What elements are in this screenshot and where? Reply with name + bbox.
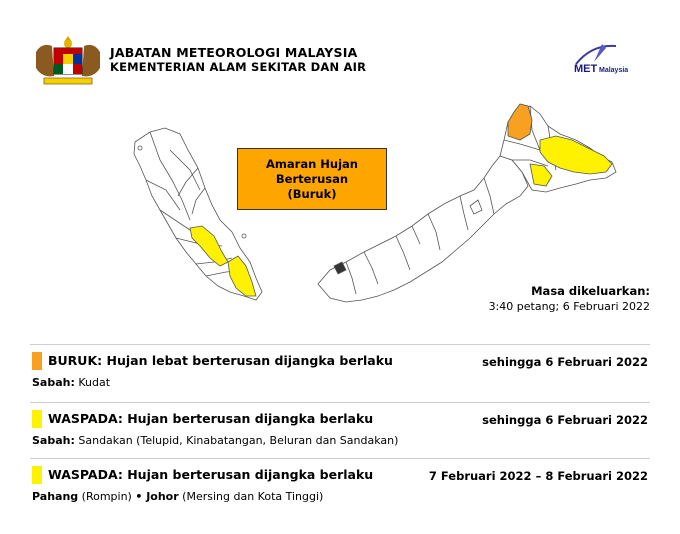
area-list: Sandakan (Telupid, Kinabatangan, Beluran dan Sandakan) <box>74 434 399 447</box>
coat-of-arms-logo <box>30 32 106 88</box>
issued-label: Masa dikeluarkan: <box>531 284 650 298</box>
warning-period: 7 Februari 2022 – 8 Februari 2022 <box>428 469 648 483</box>
warning-title: BURUK: Hujan lebat berterusan dijangka berlaku <box>48 353 393 368</box>
warning-level-color-bar <box>32 352 42 370</box>
divider <box>30 344 650 345</box>
warning-title: WASPADA: Hujan berterusan dijangka berlaku <box>48 467 374 482</box>
area-list: (Rompin) <box>78 490 136 503</box>
warning-locations <box>32 490 323 503</box>
met-logo-text: MET <box>574 63 598 75</box>
warning-period: sehingga 6 Februari 2022 <box>482 413 648 427</box>
warning-level-color-bar <box>32 410 42 428</box>
organization-name: JABATAN METEOROLOGI MALAYSIA <box>110 45 358 60</box>
met-logo-subtext: Malaysia <box>599 67 629 74</box>
warning-period: sehingga 6 Februari 2022 <box>482 355 648 369</box>
ministry-name: KEMENTERIAN ALAM SEKITAR DAN AIR <box>110 60 367 74</box>
state-name: Sabah: <box>32 376 75 389</box>
warning-level-color-bar <box>32 466 42 484</box>
area-list: (Mersing dan Kota Tinggi) <box>178 490 324 503</box>
warning-title: WASPADA: Hujan berterusan dijangka berlaku <box>48 411 374 426</box>
issued-time: 3:40 petang; 6 Februari 2022 <box>488 300 650 313</box>
state-name: Pahang <box>32 490 79 503</box>
legend-line-1: Amaran Hujan <box>266 156 358 171</box>
state-name: Sabah: <box>32 434 75 447</box>
legend-line-3: (Buruk) <box>287 186 337 201</box>
warning-locations <box>32 376 110 389</box>
bullet-separator: • <box>135 490 143 503</box>
warning-locations <box>32 434 398 447</box>
met-malaysia-logo <box>572 40 654 76</box>
warning-map <box>0 90 680 335</box>
divider <box>30 458 650 459</box>
map-legend-box <box>237 148 387 210</box>
area-list: Kudat <box>74 376 111 389</box>
divider <box>30 402 650 403</box>
state-name: Johor <box>142 490 179 503</box>
legend-line-2: Berterusan <box>275 171 349 186</box>
